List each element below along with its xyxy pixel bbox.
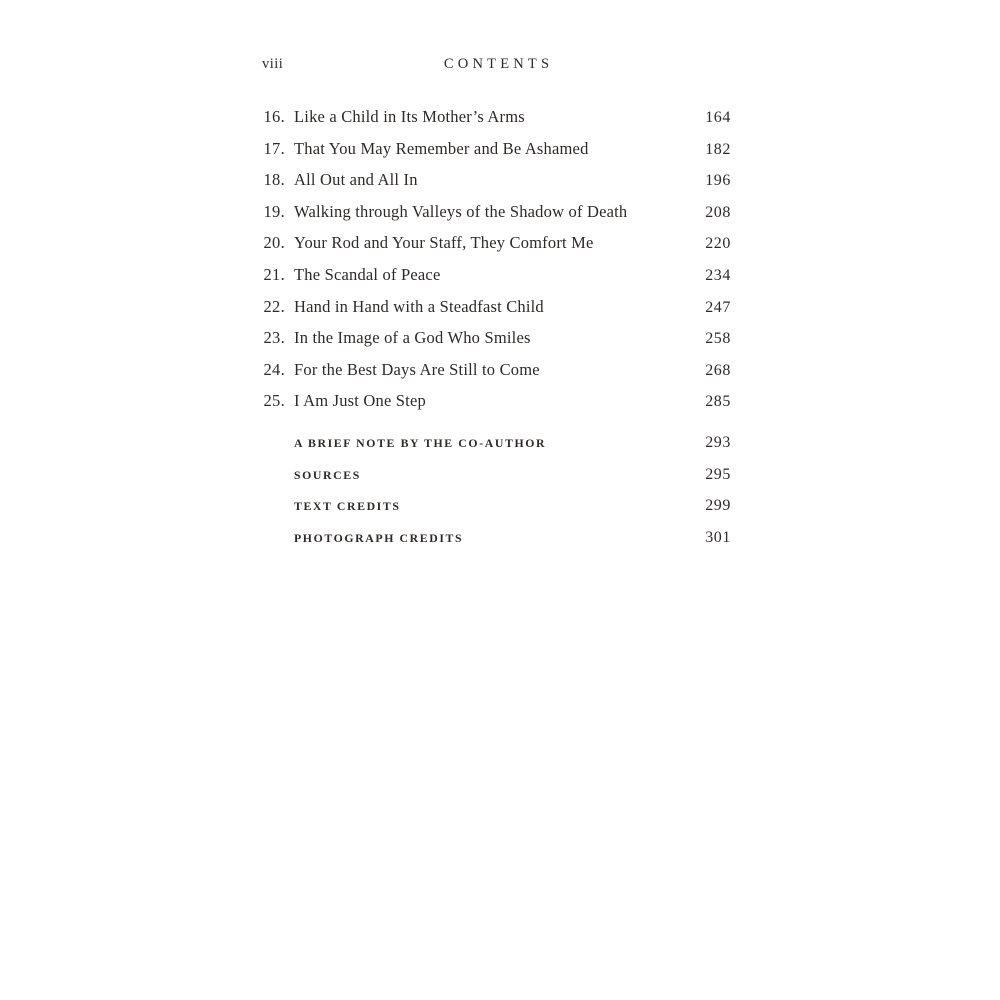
chapter-title: Your Rod and Your Staff, They Comfort Me	[294, 233, 594, 253]
chapter-number: 17.	[263, 138, 285, 158]
toc-backmatter-entry	[262, 459, 731, 491]
chapter-title: I Am Just One Step	[294, 391, 426, 411]
running-head	[262, 55, 731, 73]
chapter-title: Like a Child in Its Mother’s Arms	[294, 107, 525, 126]
toc-entry	[262, 227, 731, 259]
chapter-title: Hand in Hand with a Steadfast Child	[294, 296, 544, 316]
page-number: 247	[705, 298, 731, 316]
page-number: 182	[705, 140, 731, 158]
toc-entry	[262, 164, 731, 196]
page-number: 208	[705, 203, 731, 221]
chapter-number: 22.	[263, 296, 285, 316]
page-number: 268	[705, 361, 731, 379]
chapter-title: Walking through Valleys of the Shadow of Death	[294, 201, 628, 221]
toc-entry	[262, 385, 731, 417]
backmatter-title: TEXT CREDITS	[294, 499, 401, 514]
toc-entry	[262, 291, 731, 323]
contents-heading: CONTENTS	[443, 56, 554, 72]
chapter-number: 21.	[263, 264, 285, 284]
chapter-number: 24.	[263, 359, 285, 379]
page-number: 295	[705, 465, 731, 483]
chapter-title: That You May Remember and Be Ashamed	[294, 138, 589, 158]
page-number: 258	[705, 330, 731, 348]
toc-entry	[262, 101, 731, 133]
page-number: 299	[705, 497, 731, 515]
page-number: 285	[705, 393, 731, 411]
toc-entry	[262, 133, 731, 165]
page-number: 301	[705, 528, 731, 546]
page-number: 234	[705, 266, 731, 284]
toc-entry	[262, 354, 731, 386]
toc-chapter-list	[262, 101, 731, 417]
chapter-number: 20.	[263, 233, 285, 253]
page-number: 196	[705, 172, 731, 190]
chapter-title: The Scandal of Peace	[294, 264, 441, 284]
chapter-title: For the Best Days Are Still to Come	[294, 359, 540, 379]
chapter-number: 25.	[263, 391, 285, 411]
chapter-title: In the Image of a God Who Smiles	[294, 328, 531, 348]
backmatter-title: SOURCES	[294, 467, 361, 482]
toc-entry	[262, 322, 731, 354]
chapter-number: 19.	[263, 201, 285, 221]
chapter-number: 23.	[263, 328, 285, 348]
toc-entry	[262, 259, 731, 291]
chapter-number: 16.	[263, 107, 285, 126]
text-block	[262, 0, 731, 1000]
toc-backmatter-list	[262, 427, 731, 553]
backmatter-title: PHOTOGRAPH CREDITS	[294, 530, 464, 545]
chapter-number: 18.	[263, 170, 285, 190]
page-folio: viii	[262, 56, 284, 72]
toc-entry	[262, 196, 731, 228]
page-number: 164	[705, 109, 731, 126]
page-number: 293	[705, 434, 731, 451]
backmatter-title: A BRIEF NOTE BY THE CO-AUTHOR	[294, 436, 547, 450]
toc-backmatter-entry	[262, 490, 731, 522]
toc-backmatter-entry	[262, 522, 731, 554]
page-number: 220	[705, 235, 731, 253]
toc-backmatter-entry	[262, 427, 731, 459]
chapter-title: All Out and All In	[294, 170, 418, 190]
